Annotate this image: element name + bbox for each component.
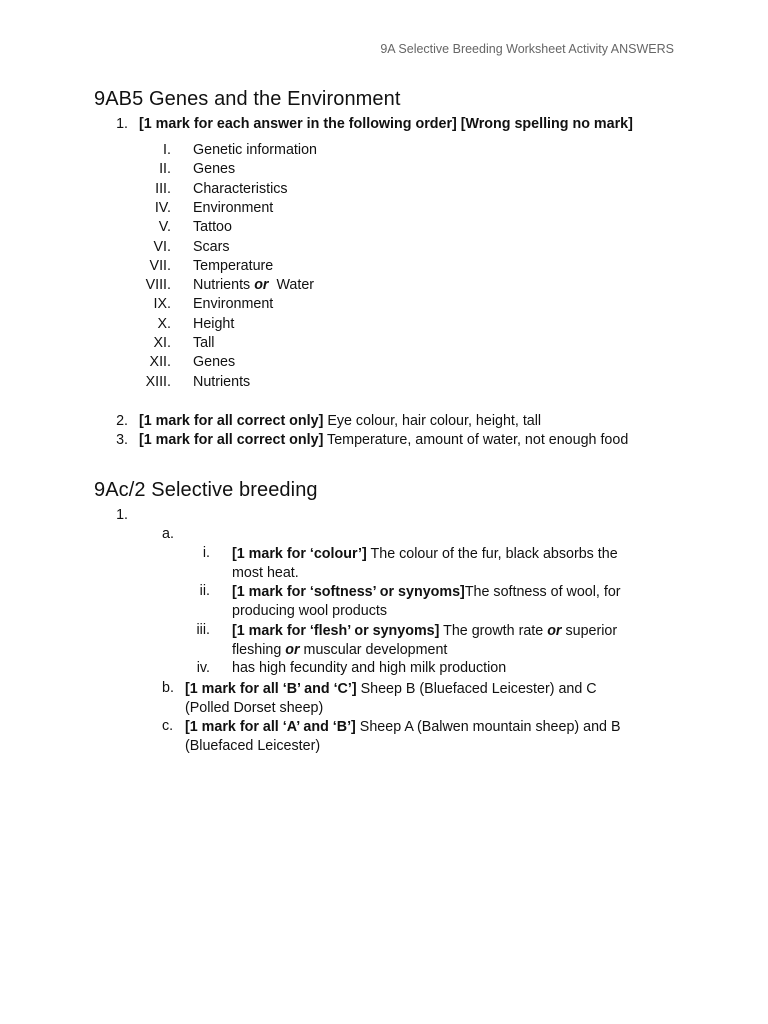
question-number: 1. <box>116 507 128 523</box>
conjunction: or <box>254 277 269 294</box>
answer-a-iii <box>232 622 617 661</box>
roman-numeral: VII. <box>149 257 171 274</box>
answer-text: Scars <box>193 238 230 255</box>
answer-text: Characteristics <box>193 180 288 197</box>
item-numeral: iii. <box>196 622 210 638</box>
section-title-genes-environment: 9AB5 Genes and the Environment <box>94 88 401 110</box>
answer-text: Genetic information <box>193 142 317 158</box>
roman-numeral: VIII. <box>145 277 171 294</box>
list-item <box>193 354 235 370</box>
list-item <box>193 181 288 197</box>
answer-text-continued: fleshing <box>232 642 286 659</box>
list-item <box>193 200 273 216</box>
answer-text-continued: most heat. <box>232 565 299 582</box>
mark-scheme-note: [1 mark for all ‘B’ and ‘C’] <box>185 681 357 697</box>
answer-a-ii <box>232 583 621 622</box>
roman-numeral: XIII. <box>145 373 171 390</box>
answer-text: The softness of wool, for <box>464 584 621 600</box>
question-number: 2. <box>116 413 128 429</box>
question-number: 1. <box>116 116 128 132</box>
section-title-selective-breeding: 9Ac/2 Selective breeding <box>94 479 318 501</box>
roman-numeral: X. <box>157 315 171 332</box>
list-item <box>193 277 314 293</box>
item-numeral: i. <box>202 545 210 561</box>
answer-text: Water <box>276 277 315 294</box>
list-item <box>193 239 230 255</box>
q3-answer <box>139 432 628 448</box>
q1-instruction: [1 mark for each answer in the following order] [Wrong spelling no mark] <box>139 116 633 132</box>
answer-text: superior <box>561 623 618 639</box>
mark-scheme-note: [1 mark for ‘flesh’ or synyoms] <box>232 623 440 639</box>
answer-text: Nutrients <box>193 277 251 294</box>
sub-question-letter: c. <box>162 718 174 734</box>
mark-scheme-note: [1 mark for all correct only] <box>139 432 324 448</box>
conjunction: or <box>285 642 300 659</box>
answer-text-continued: producing wool products <box>232 603 387 620</box>
answer-text: Nutrients <box>193 373 251 390</box>
answer-text: Temperature <box>193 257 274 274</box>
list-item <box>193 374 250 390</box>
list-item <box>193 258 273 274</box>
roman-numeral: XI. <box>153 335 171 351</box>
list-item <box>193 316 234 332</box>
answer-text: Eye colour, hair colour, height, tall <box>323 413 542 429</box>
list-item <box>193 335 214 351</box>
answer-text: The growth rate <box>439 623 548 639</box>
mark-scheme-note: [1 mark for all correct only] <box>139 413 324 429</box>
roman-numeral: IX. <box>153 296 171 313</box>
mark-scheme-note: [1 mark for ‘colour’] <box>232 546 367 562</box>
answer-text: Environment <box>193 199 274 216</box>
question-number: 3. <box>116 432 128 448</box>
answer-text: Tattoo <box>193 219 232 236</box>
list-item <box>193 142 317 158</box>
answer-a-i <box>232 545 618 584</box>
answer-text: Genes <box>193 354 236 371</box>
list-item <box>193 219 232 235</box>
conjunction: or <box>547 623 562 639</box>
roman-numeral: I. <box>163 142 171 158</box>
answer-text: Height <box>193 315 235 332</box>
q2-answer <box>139 413 541 429</box>
item-numeral: ii. <box>199 583 210 599</box>
answer-text: Temperature, amount of water, not enough food <box>323 432 629 448</box>
sub-question-letter: b. <box>162 680 174 696</box>
answer-a-iv: has high fecundity and high milk production <box>232 660 507 676</box>
roman-numeral: XII. <box>149 354 171 371</box>
roman-numeral: V. <box>158 219 171 236</box>
answer-text-continued: muscular development <box>299 642 448 659</box>
item-numeral: iv. <box>196 660 210 676</box>
answer-c <box>185 718 621 757</box>
answer-text: Tall <box>193 335 215 351</box>
answer-b <box>185 680 597 719</box>
roman-numeral: II. <box>159 161 171 178</box>
answer-text-continued: (Polled Dorset sheep) <box>185 700 324 717</box>
answer-text: The colour of the fur, black absorbs the <box>366 546 618 562</box>
roman-numeral: VI. <box>153 238 171 255</box>
answer-text: Sheep B (Bluefaced Leicester) and C <box>356 681 597 697</box>
list-item <box>193 296 273 312</box>
sub-question-letter: a. <box>162 526 174 542</box>
mark-scheme-note: [1 mark for ‘softness’ or synyoms] <box>232 584 465 600</box>
answer-text: Environment <box>193 296 274 313</box>
answer-text: Sheep A (Balwen mountain sheep) and B <box>355 719 621 735</box>
mark-scheme-note: [1 mark for all ‘A’ and ‘B’] <box>185 719 356 735</box>
roman-numeral: III. <box>155 180 171 197</box>
document-header: 9A Selective Breeding Worksheet Activity ANSWERS <box>380 42 674 56</box>
list-item <box>193 161 235 177</box>
answer-text: Genes <box>193 161 236 178</box>
answer-text-continued: (Bluefaced Leicester) <box>185 738 321 755</box>
roman-numeral: IV. <box>154 199 171 216</box>
